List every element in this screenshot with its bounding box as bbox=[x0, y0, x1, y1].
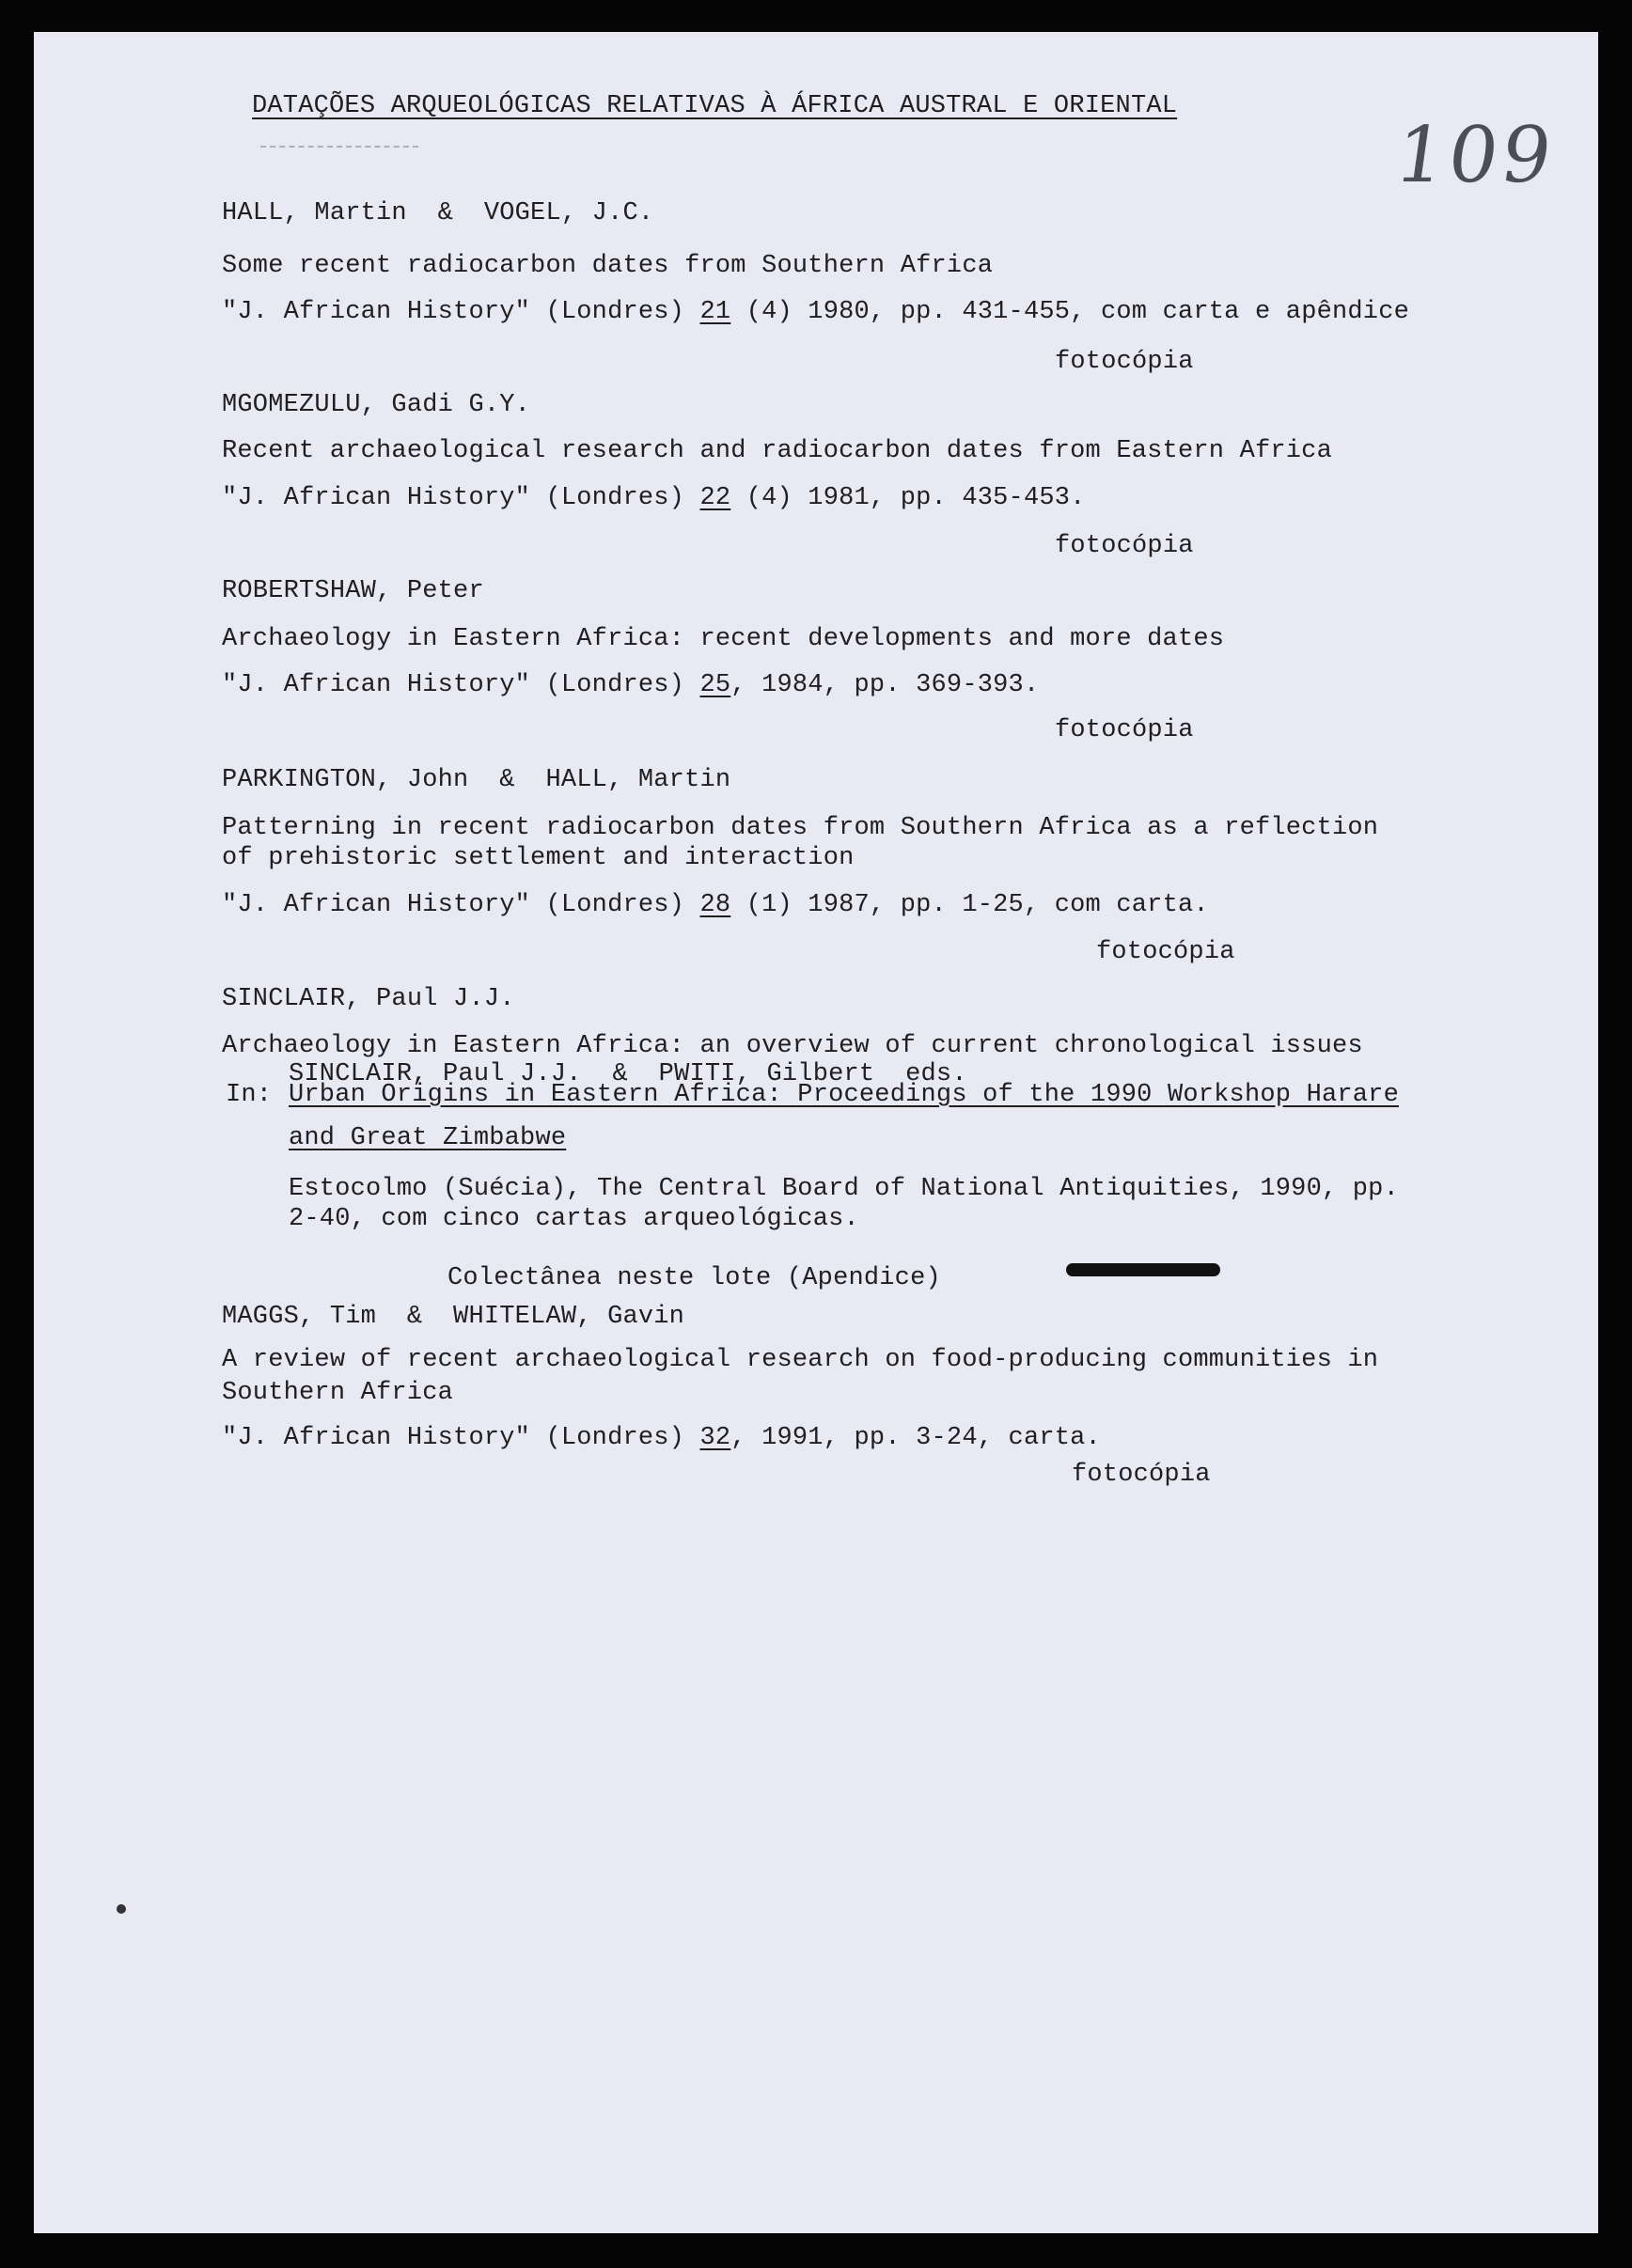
reference-volume: 22 bbox=[699, 484, 731, 512]
entry-author: MAGGS, Tim & WHITELAW, Gavin bbox=[222, 1303, 685, 1331]
entry-title-line: A review of recent archaeological research on food-producing communities in bbox=[222, 1346, 1379, 1374]
entry-reference bbox=[222, 671, 1039, 699]
entry-reference bbox=[222, 484, 1086, 512]
reference-details: (1) 1987, pp. 1-25, com carta. bbox=[730, 891, 1209, 919]
reference-journal: "J. African History" (Londres) bbox=[222, 671, 700, 699]
entry-author: SINCLAIR, Paul J.J. bbox=[222, 985, 515, 1013]
entry-note: fotocópia bbox=[1096, 938, 1235, 966]
document-page bbox=[34, 32, 1598, 2233]
entry-note: fotocópia bbox=[1055, 348, 1194, 376]
redaction-mark bbox=[1066, 1263, 1220, 1276]
entry-title: Recent archaeological research and radiocarbon dates from Eastern Africa bbox=[222, 437, 1332, 465]
reference-volume: 25 bbox=[699, 671, 731, 699]
reference-details: , 1991, pp. 3-24, carta. bbox=[730, 1424, 1101, 1452]
reference-details: , 1984, pp. 369-393. bbox=[730, 671, 1040, 699]
entry-author: PARKINGTON, John & HALL, Martin bbox=[222, 766, 731, 794]
entry-author: HALL, Martin & VOGEL, J.C. bbox=[222, 199, 654, 227]
entry-note: fotocópia bbox=[1055, 532, 1194, 560]
entry-author: MGOMEZULU, Gadi G.Y. bbox=[222, 391, 531, 419]
reference-journal: "J. African History" (Londres) bbox=[222, 891, 700, 919]
reference-details: (4) 1981, pp. 435-453. bbox=[730, 484, 1086, 512]
entry-title: Some recent radiocarbon dates from Southern Africa bbox=[222, 252, 994, 280]
entry-note: fotocópia bbox=[1072, 1461, 1211, 1489]
reference-volume: 21 bbox=[699, 298, 731, 326]
book-title-line: and Great Zimbabwe bbox=[289, 1124, 567, 1152]
reference-volume: 28 bbox=[699, 891, 731, 919]
entry-reference bbox=[222, 298, 1409, 326]
publication-line: 2-40, com cinco cartas arqueológicas. bbox=[289, 1205, 859, 1233]
entry-note: fotocópia bbox=[1055, 716, 1194, 744]
pencil-scribble bbox=[260, 146, 418, 150]
reference-journal: "J. African History" (Londres) bbox=[222, 1424, 700, 1452]
entry-note: Colectânea neste lote (Apendice) bbox=[447, 1264, 941, 1292]
reference-details: (4) 1980, pp. 431-455, com carta e apêndice bbox=[730, 298, 1410, 326]
entry-reference bbox=[222, 891, 1209, 919]
entry-title: Archaeology in Eastern Africa: an overview of current chronological issues bbox=[222, 1032, 1363, 1060]
entry-title-line: Patterning in recent radiocarbon dates from Southern Africa as a reflection bbox=[222, 814, 1379, 842]
book-title-line: Urban Origins in Eastern Africa: Proceedings of the 1990 Workshop Harare bbox=[289, 1081, 1399, 1109]
entry-title-line: Southern Africa bbox=[222, 1379, 454, 1407]
reference-journal: "J. African History" (Londres) bbox=[222, 298, 700, 326]
entry-editors: SINCLAIR, Paul J.J. & PWITI, Gilbert eds. bbox=[289, 1060, 967, 1088]
document-title: DATAÇÕES ARQUEOLÓGICAS RELATIVAS À ÁFRICA AUSTRAL E ORIENTAL bbox=[252, 92, 1178, 120]
in-label: In: bbox=[226, 1081, 273, 1109]
entry-title: Archaeology in Eastern Africa: recent developments and more dates bbox=[222, 625, 1225, 653]
reference-journal: "J. African History" (Londres) bbox=[222, 484, 700, 512]
reference-volume: 32 bbox=[699, 1424, 731, 1452]
entry-reference bbox=[222, 1424, 1101, 1452]
entry-author: ROBERTSHAW, Peter bbox=[222, 577, 484, 605]
publication-line: Estocolmo (Suécia), The Central Board of National Antiquities, 1990, pp. bbox=[289, 1175, 1399, 1203]
handwritten-page-number: 109 bbox=[1389, 111, 1561, 200]
entry-title-line: of prehistoric settlement and interaction bbox=[222, 844, 855, 872]
ink-speck bbox=[117, 1904, 126, 1914]
